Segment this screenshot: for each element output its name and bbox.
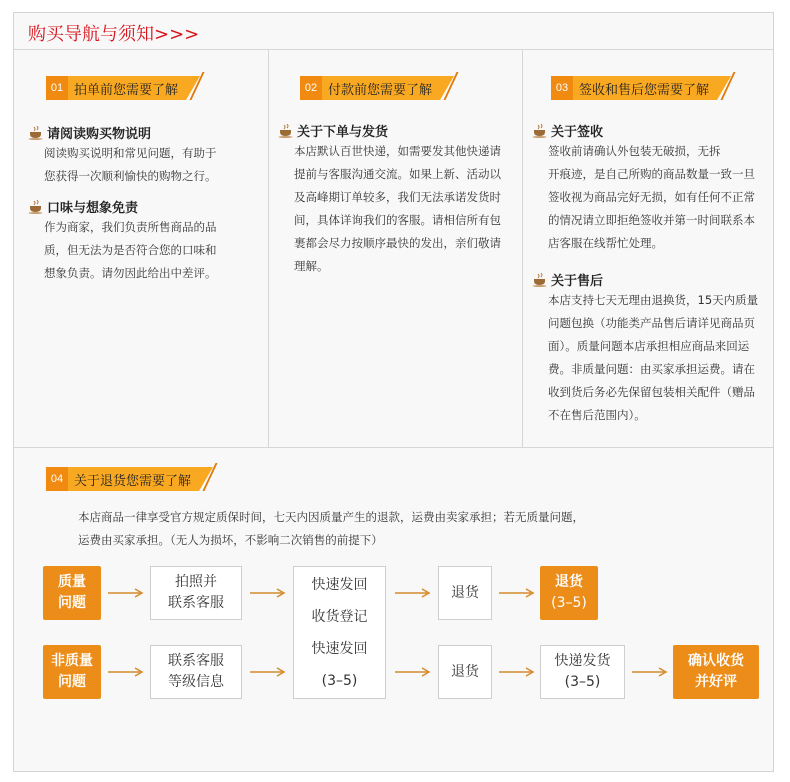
box-line: 问题 <box>58 674 86 690</box>
box-line: 质量 <box>58 574 86 590</box>
section-heading-signing <box>532 121 603 140</box>
text-line: 不在售后范围内）。 <box>548 408 646 422</box>
flow-express-ship <box>540 645 625 699</box>
column-divider-1 <box>268 50 269 447</box>
box-line: 拍照并 <box>175 574 217 590</box>
arrow-right-icon <box>499 667 535 677</box>
coffee-cup-icon <box>278 124 294 138</box>
box-line: 并好评 <box>695 674 737 690</box>
box-line: 问题 <box>58 595 86 611</box>
arrow-right-icon <box>250 588 286 598</box>
box-line: (3–5) <box>321 672 358 689</box>
title-divider <box>14 49 773 50</box>
box-line: 联系客服 <box>168 595 224 611</box>
page-title: 购买导航与须知>>> <box>28 24 200 45</box>
tag-01 <box>46 76 204 100</box>
section-heading-instructions <box>28 123 151 142</box>
coffee-cup-icon <box>532 124 548 138</box>
returns-text <box>78 506 584 552</box>
section-heading-after-sales <box>532 270 603 289</box>
tag-label: 付款前您需要了解 <box>322 76 440 100</box>
text-line: 及高峰期订单较多，我们无法承诺发货时 <box>294 190 501 204</box>
section-heading-taste <box>28 197 138 216</box>
flow-contact-grade <box>150 645 242 699</box>
section-heading-text: 口味与想象免责 <box>47 201 139 216</box>
flow-return-1 <box>438 566 492 620</box>
box-line: 退货 <box>451 584 479 601</box>
text-line: 本店默认百世快递，如需要发其他快递请 <box>294 144 501 158</box>
box-line: (3–5) <box>564 674 601 690</box>
tag-tail <box>186 76 204 100</box>
text-line: 间，具体详询我们的客服。请相信所有包 <box>294 213 501 227</box>
box-line: (3–5) <box>551 595 587 611</box>
text-line: 本店支持七天无理由退换货，15天内质量 <box>548 293 759 307</box>
coffee-cup-icon <box>532 273 548 287</box>
tag-03 <box>551 76 735 100</box>
text-line: 面）。质量问题本店承担相应商品来回运 <box>548 339 750 353</box>
box-line: 等级信息 <box>168 674 224 690</box>
section-text-instructions <box>44 142 217 188</box>
text-line: 签收前请确认外包装无破损，无拆 <box>548 144 721 158</box>
coffee-cup-icon <box>28 200 44 214</box>
flow-refund <box>540 566 598 620</box>
row-divider <box>14 447 773 448</box>
section-text-taste <box>44 216 217 285</box>
text-line: 本店商品一律享受官方规定质保时间，七天内因质量产生的退款，运费由卖家承担；若无质量问题， <box>78 510 584 524</box>
column-divider-2 <box>522 50 523 447</box>
box-line: 退货 <box>451 663 479 680</box>
section-heading-text: 关于签收 <box>551 125 604 140</box>
arrow-right-icon <box>108 588 144 598</box>
section-text-signing <box>548 140 755 255</box>
text-line: 的情况请立即拒绝签收并第一时间联系本 <box>548 213 755 227</box>
flow-photo-contact <box>150 566 242 620</box>
tag-label: 关于退货您需要了解 <box>68 467 199 491</box>
coffee-cup-icon <box>28 126 44 140</box>
tag-number: 01 <box>46 76 68 100</box>
tag-number: 02 <box>300 76 322 100</box>
section-text-after-sales <box>548 289 758 427</box>
tag-02 <box>300 76 458 100</box>
tag-tail <box>440 76 458 100</box>
section-heading-text: 请阅读购买物说明 <box>47 127 152 142</box>
tag-label: 签收和售后您需要了解 <box>573 76 717 100</box>
text-line: 运费由买家承担。（无人为损坏，不影响二次销售的前提下） <box>78 533 383 547</box>
text-line: 店客服在线帮忙处理。 <box>548 236 663 250</box>
box-line: 联系客服 <box>168 653 224 669</box>
tag-04 <box>46 467 217 491</box>
text-line: 质，但无法为是否符合您的口味和 <box>44 243 217 257</box>
box-line: 快速发回 <box>311 576 368 593</box>
flow-quality-issue <box>43 566 101 620</box>
section-heading-shipping <box>278 121 388 140</box>
flow-non-quality-issue <box>43 645 101 699</box>
box-line: 非质量 <box>51 653 93 669</box>
text-line: 想象负责。请勿因此给出中差评。 <box>44 266 217 280</box>
flow-confirm-receipt <box>673 645 759 699</box>
text-line: 问题包换（功能类产品售后请详见商品页 <box>548 316 755 330</box>
section-heading-text: 关于下单与发货 <box>297 125 389 140</box>
text-line: 裹都会尽力按顺序最快的发出，亲们敬请 <box>294 236 501 250</box>
box-line: 快速发回 <box>311 640 368 657</box>
arrow-right-icon <box>108 667 144 677</box>
text-line: 您获得一次顺利愉快的购物之行。 <box>44 169 217 183</box>
tag-tail <box>199 467 217 491</box>
tag-tail <box>717 76 735 100</box>
tag-label: 拍单前您需要了解 <box>68 76 186 100</box>
box-line: 快递发货 <box>554 653 611 669</box>
text-line: 作为商家，我们负责所售商品的品 <box>44 220 217 234</box>
text-line: 阅读购买说明和常见问题，有助于 <box>44 146 217 160</box>
text-line: 提前与客服沟通交流。如果上新、活动以 <box>294 167 501 181</box>
section-text-shipping <box>294 140 501 278</box>
text-line: 签收视为商品完好无损，如有任何不正常 <box>548 190 755 204</box>
text-line: 费。非质量问题：由买家承担运费。请在 <box>548 362 755 376</box>
tag-number: 04 <box>46 467 68 491</box>
text-line: 理解。 <box>294 259 329 273</box>
box-line: 确认收货 <box>688 653 744 669</box>
box-line: 收货登记 <box>311 608 368 625</box>
flow-merged-step <box>293 566 386 699</box>
arrow-right-icon <box>395 667 431 677</box>
arrow-right-icon <box>250 667 286 677</box>
arrow-right-icon <box>632 667 668 677</box>
box-line: 退货 <box>555 574 583 590</box>
section-heading-text: 关于售后 <box>551 274 604 289</box>
arrow-right-icon <box>499 588 535 598</box>
arrow-right-icon <box>395 588 431 598</box>
text-line: 收到货后务必先保留包装相关配件（赠品 <box>548 385 755 399</box>
text-line: 开痕迹，是自己所购的商品数量一致一旦 <box>548 167 755 181</box>
flow-return-2 <box>438 645 492 699</box>
tag-number: 03 <box>551 76 573 100</box>
